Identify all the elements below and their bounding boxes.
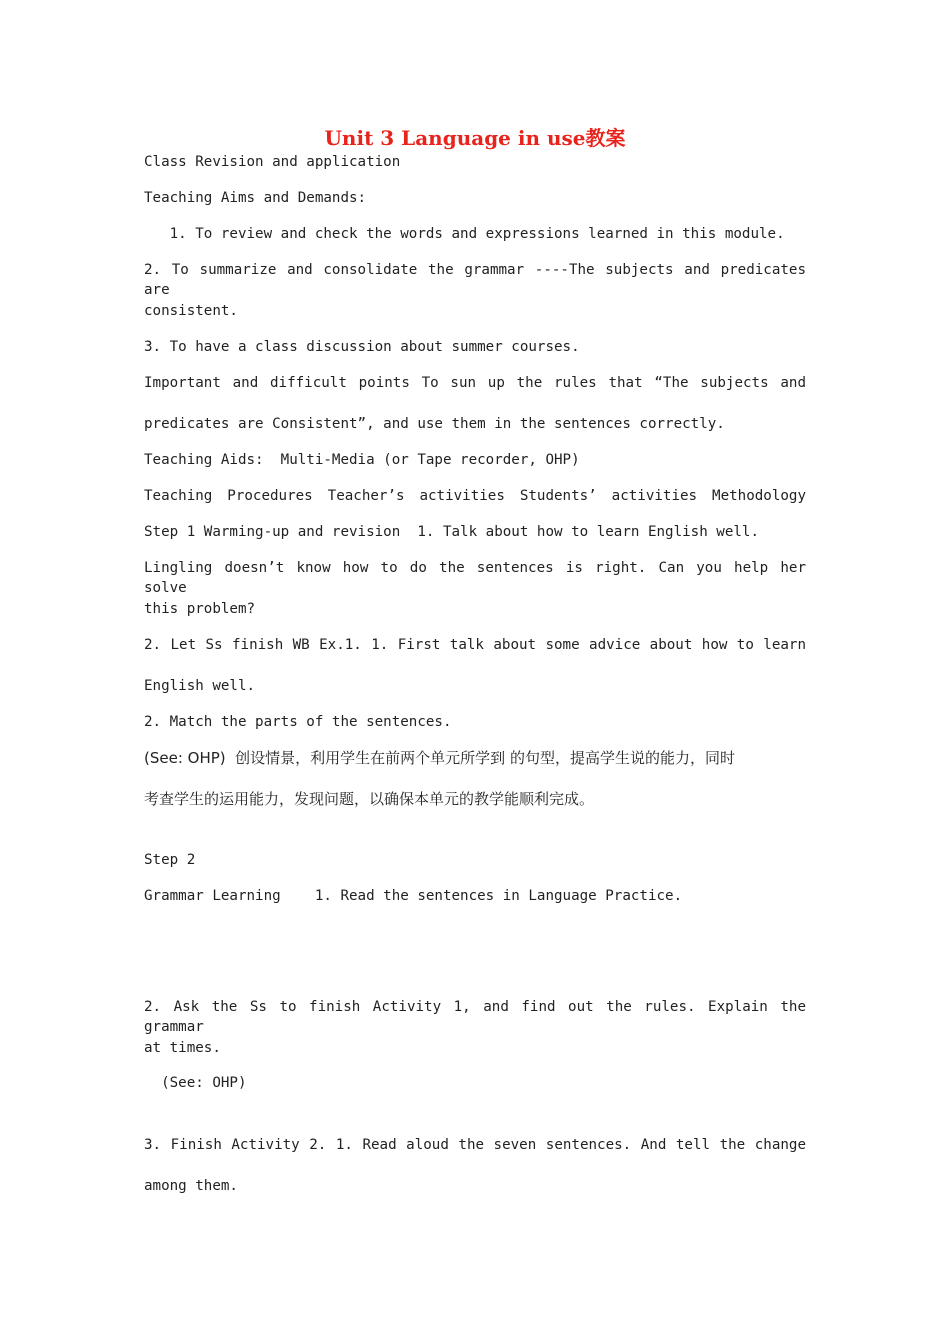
step-2-item-2-cont: at times. — [144, 1040, 221, 1056]
methodology-cn-1: (See: OHP) 创设情景，利用学生在前两个单元所学到 的句型，提高学生说的能力，同时 — [144, 749, 735, 767]
step-1-text: Lingling doesn’t know how to do the sentences is right. Can you help her solve — [144, 560, 806, 596]
teaching-aids: Teaching Aids: Multi-Media (or Tape recorder, OHP) — [144, 452, 580, 468]
aim-1: 1. To review and check the words and expressions learned in this module. — [144, 226, 785, 242]
grammar-learning: Grammar Learning 1. Read the sentences in Language Practice. — [144, 888, 683, 904]
key-points: Important and difficult points To sun up the rules that “The subjects and — [144, 375, 806, 391]
methodology-cn-2: 考查学生的运用能力，发现问题，以确保本单元的教学能顺利完成。 — [144, 790, 595, 808]
procedures-header: Teaching Procedures Teacher’s activities Students’ activities Methodology — [144, 488, 806, 504]
step-2-item-3-cont: among them. — [144, 1178, 238, 1194]
step-1-text-cont: this problem? — [144, 601, 256, 617]
step-2-item-3: 3. Finish Activity 2. 1. Read aloud the seven sentences. And tell the change — [144, 1137, 806, 1153]
document-title: Unit 3 Language in use教案 — [324, 126, 626, 150]
step-1-item-3: 2. Match the parts of the sentences. — [144, 714, 452, 730]
see-ohp: (See: OHP) — [144, 1075, 247, 1091]
aim-2-cont: consistent. — [144, 303, 238, 319]
step-1-item-2-cont: English well. — [144, 678, 256, 694]
key-points-cont: predicates are Consistent”, and use them in the sentences correctly. — [144, 416, 725, 432]
step-1-line: Step 1 Warming-up and revision 1. Talk about how to learn English well. — [144, 524, 759, 540]
step-2-heading: Step 2 — [144, 852, 196, 868]
step-1-item-2: 2. Let Ss finish WB Ex.1. 1. First talk about some advice about how to learn — [144, 637, 806, 653]
aim-3: 3. To have a class discussion about summer courses. — [144, 339, 580, 355]
aim-2: 2. To summarize and consolidate the grammar ----The subjects and predicates are — [144, 262, 806, 298]
aims-heading: Teaching Aims and Demands: — [144, 190, 367, 206]
step-2-item-2: 2. Ask the Ss to finish Activity 1, and find out the rules. Explain the grammar — [144, 999, 806, 1035]
class-line: Class Revision and application — [144, 154, 401, 170]
